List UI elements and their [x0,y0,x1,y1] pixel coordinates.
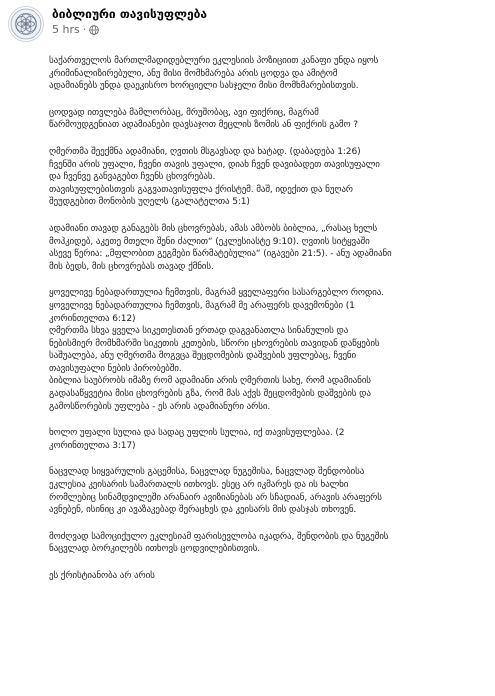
post-text-line: ჩვენში არის უფალი, ჩვენი თავის უფალი, დიახ ჩვენ დავიბადეთ თავისუფალი [49,159,380,170]
post-paragraph [49,427,485,452]
post-text-line: ბიბლია საუბრობს იმაზე რომ ადამიანი არის ღმერთის სახე, რომ ადამიანის [49,376,371,387]
post-body [8,40,487,583]
page-name-link[interactable]: ბიბლიური თავისუფლება [52,7,208,21]
post-text-line: ეკლესია კეისარის სამართალს ითხოვს. ესეც არ იკმარეს და ის ხალხი [49,480,349,491]
post-text-line: საქართველოს მართლმადიდებლური ეკლესიის პოზიციით კანაფი უნდა იყოს [49,56,379,66]
flower-of-life-logo-icon [10,8,42,40]
post-text-line: თავისუფლებისთვის გაგვათავისუფლა ქრისტემ. მაშ, იდექით და ნუღარ [49,184,353,195]
post-paragraph [49,287,485,413]
post-paragraph [49,531,485,556]
post-text-line: გადასაწყვეტია მისი ცხოვრების გზა, რომ მას აქვს შეცდომების დაშვების და [49,389,371,400]
post-text-line: ცოდვად ითვლება მამლორბაც, მრუშობაც, ავი ფიქრიც, მაგრამ [49,107,319,118]
post-text-line: შეუდგებით მონობის უღელს (გალატელთა 5:1) [49,197,250,208]
globe-icon[interactable] [89,25,99,35]
post-text-line: წარმოუდგენიათ ადამიანები დავსაჯოთ მეცლის ზომის ან ფიქრის გამო ? [49,120,358,131]
post-text-line: კრიმინალიზირებული, ანუ მისი მომხმარება არის ცოდვა და ამიტომ [49,68,338,79]
post-text-line: კორინთელთა 3:17) [49,440,136,451]
post-text-line: საშუალება, ანუ ღმერთმა მოგვცა შეცდომების დაშვების უფლებაც, ჩვენი [49,351,357,362]
post-text-line: ღმერთმა სხვა ყველა სიკეთესთან ერთად დაგვანათლა სინანულის და [49,326,349,337]
post-meta [52,22,207,37]
post-text-line: თავისუფალი ნების პირობებში. [49,363,182,374]
post-text-line: და ჩვენვე განვაგებთ ჩვენს ცხოვრებას. [49,172,216,183]
post-time[interactable]: 5 hrs [52,23,80,36]
post-text-line: ეს ქრისტიანობა არ არის [49,571,155,581]
post-text-line: ღმერთმა შეექმნა ადამიანი, ღვთის მსგავსად და ხატად. (დაბადება 1:26) [49,146,361,157]
post-text-line: კორინთელთა 6:12) [49,313,136,324]
page-avatar[interactable] [8,6,44,42]
post-text-line: ნაცვლად სიყვარულის გაცემისა, ნაცვლად ნუგეშისა, ნაცვლად შენდობისა [49,467,365,478]
post-text-line: რომლებიც სინამდვილეში არანაირ ავიზიანებას არ სჩადიან, არავის არაფერს [49,492,382,503]
post-paragraph [49,107,485,132]
post-text-line: ყოველივე ნებადართულია ჩემთვის, მაგრამ მე არაფერს დავემონები (1 [49,300,355,311]
post-text-line: ყოველივე ნებადართულია ჩემთვის, მაგრამ ყველაფერი სასარგებლო როდია. [49,288,384,299]
post-text-line: ნაცვლად ბორკილებს ითხოვს ცოდვილებისთვის. [49,544,261,555]
post-text-line: ადამიანი თავად განაგებს მის ცხოვრებას, ამას ამბობს ბიბლია, „რასაც ხელს [49,223,378,234]
post-text-line: ნებისმიერ მომხმარში სიკეთის კეთების, სწორი ცხოვრების თავიდან დაწყების [49,338,380,349]
post-header [8,0,487,40]
post-text-line: ასევე წერია: „მფლობით გეგმები წარმატებულია“ (იგავები 21:5). - ანუ ადამიანი [49,249,392,260]
post-text-line: ხოლო უფალი სულია და სადაც უფლის სულია, იქ თავისუფლებაა. (2 [49,428,345,439]
post-text-line: ავნებენ, ისინიც კი ავაზაკებად შერაცხეს და კეისარს მის დასჯას თხოვენ. [49,505,357,516]
post-text-line: ადამიანებს უნდა დაეკისრო ხორციელი სასჯელი მისი მომხმარებისთვის. [49,81,359,92]
post-paragraph [49,466,485,516]
post-text-line: გამოსწორების უფლება - ეს არის ადამიანური არსი. [49,401,271,412]
post-paragraph [49,223,485,273]
meta-separator: · [82,23,87,36]
post-paragraph [49,146,485,209]
post-text-line: მოჰკიდებ, აკეთე მთელი შენი ძალით“ (ეკლესიასტე 9:10). ღვთის სიტყვაში [49,236,370,247]
post-text-line: მოძღვად სამოციქულო ეკლესიამ ფარისევლობა იკადრა, შენდობის და ნუგეშის [49,531,389,542]
post-paragraph [49,570,485,583]
post-paragraph [49,55,485,93]
post-text-line: მის ბედს, მის ცხოვრებას თავად ქმნის. [49,261,214,272]
